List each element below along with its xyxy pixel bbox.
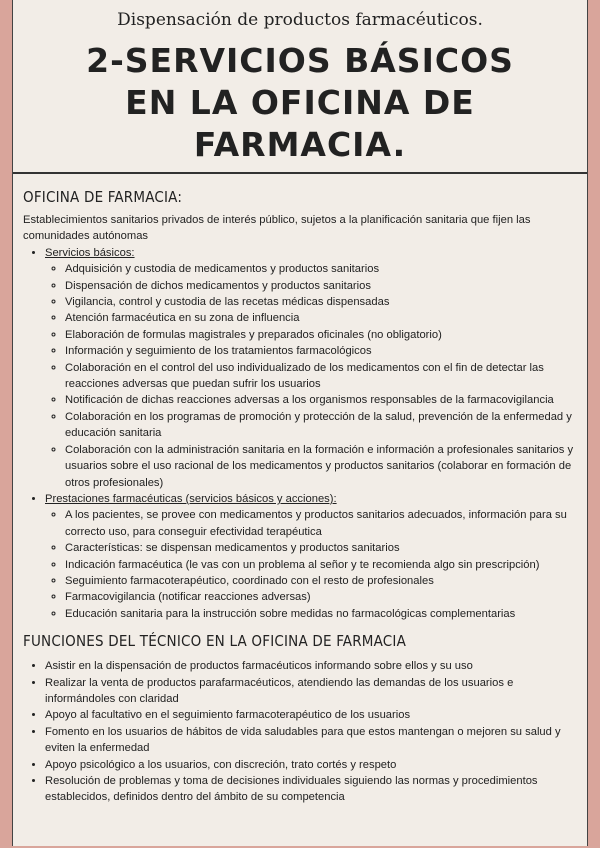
prestacion-item: ◦ Educación sanitaria para la instrucción sobre medidas no farmacológicas complementarias [65,606,577,622]
prestacion-item: ◦ Indicación farmacéutica (le vas con un problema al señor y te recomienda algo sin prescripción) [65,557,577,573]
funcion-item: • Apoyo al facultativo en el seguimiento farmacoterapéutico de los usuarios [45,707,577,723]
page-title [13,40,587,166]
funciones-list [23,658,577,806]
list-item [45,245,577,491]
subject-line: Dispensación de productos farmacéuticos. [117,10,483,30]
prestacion-item: ◦ A los pacientes, se provee con medicamentos y productos sanitarios adecuados, información para su correcto uso, para conseguir efectividad terapéutica [65,507,577,540]
list-item [45,491,577,622]
section-heading-oficina: OFICINA DE FARMACIA: [23,188,183,206]
document-header [13,0,587,174]
document-body [13,174,587,806]
servicio-item: ◦ Colaboración en el control del uso individualizado de los medicamentos con el fin de detectar las reacciones adversas que puedan sufrir los usuarios [65,360,577,393]
prestacion-item: ◦ Farmacovigilancia (notificar reacciones adversas) [65,589,577,605]
servicio-item: ◦ Adquisición y custodia de medicamentos y productos sanitarios [65,261,577,277]
servicio-item: ◦ Dispensación de dichos medicamentos y productos sanitarios [65,278,577,294]
servicio-item: ◦ Colaboración en los programas de promoción y protección de la salud, prevención de la enfermedad y educación sanitaria [65,409,577,442]
servicio-item: ◦ Información y seguimiento de los tratamientos farmacológicos [65,343,577,359]
servicio-item: ◦ Elaboración de formulas magistrales y preparados oficinales (no obligatorio) [65,327,577,343]
servicios-label: Servicios básicos: [45,246,135,259]
section-heading-funciones: FUNCIONES DEL TÉCNICO EN LA OFICINA DE FARMACIA [23,632,407,651]
funcion-item: • Apoyo psicológico a los usuarios, con discreción, trato cortés y respeto [45,757,577,773]
funcion-item: • Realizar la venta de productos parafarmacéuticos, atendiendo las demandas de los usuarios e informándoles con claridad [45,675,577,708]
title-line-1: 2-SERVICIOS BÁSICOS [86,41,514,80]
prestacion-item: ◦ Seguimiento farmacoterapéutico, coordinado con el resto de profesionales [65,573,577,589]
title-line-3: FARMACIA. [193,125,407,164]
servicios-list [45,261,577,491]
funcion-item: • Fomento en los usuarios de hábitos de vida saludables para que estos mantengan o mejoren su salud y eviten la enfermedad [45,724,577,757]
oficina-intro: Establecimientos sanitarios privados de interés público, sujetos a la planificación sanitaria que fijen las comunidades autónomas [23,214,531,243]
prestaciones-label: Prestaciones farmacéuticas (servicios básicos y acciones): [45,492,337,505]
prestaciones-list [45,507,577,622]
servicio-item: ◦ Colaboración con la administración sanitaria en la formación e información a profesionales sanitarios y usuarios sobre el uso racional de los medicamentos y productos sanitarios (colaborar en formación de otros profesionales) [65,442,577,491]
title-line-2: EN LA OFICINA DE [125,83,475,122]
servicio-item: ◦ Notificación de dichas reacciones adversas a los organismos responsables de la farmacovigilancia [65,392,577,408]
servicio-item: ◦ Vigilancia, control y custodia de las recetas médicas dispensadas [65,294,577,310]
prestacion-item: ◦ Características: se dispensan medicamentos y productos sanitarios [65,540,577,556]
document-page [12,0,588,846]
funcion-item: • Asistir en la dispensación de productos farmacéuticos informando sobre ellos y su uso [45,658,577,674]
servicio-item: ◦ Atención farmacéutica en su zona de influencia [65,310,577,326]
oficina-main-list [23,245,577,622]
funcion-item: • Resolución de problemas y toma de decisiones individuales siguiendo las normas y procedimientos establecidos, definidos dentro del ámbito de su competencia [45,773,577,806]
